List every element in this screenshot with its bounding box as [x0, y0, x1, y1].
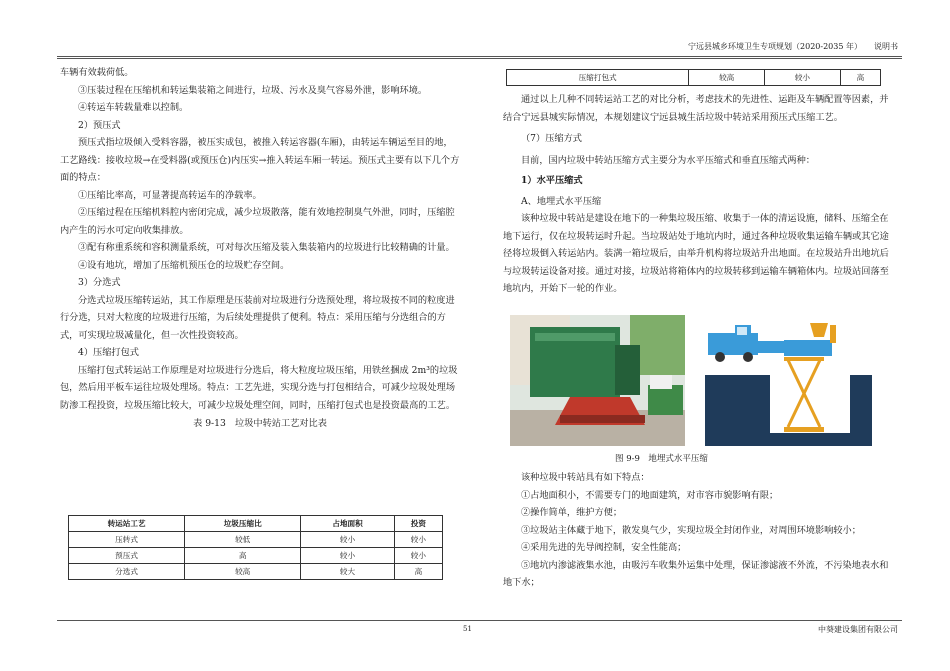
paragraph: 预压式指垃圾倾入受料容器，被压实成包，被推入转运容器(车厢)，由转运车辆运至目的地，工艺路线：接收垃圾→在受料器(或预压仓)内压实→推入转运车厢一转运。预压式主要有以下几个方面的特点： — [60, 137, 460, 183]
paragraph: 该种垃圾中转站具有如下特点： — [521, 472, 650, 483]
section-heading: 2）预压式 — [78, 119, 121, 131]
table-row — [69, 564, 443, 580]
left-column — [60, 64, 460, 433]
paragraph: 压缩打包式转运站工作原理是对垃圾进行分选后，将大粒度垃圾压缩，用铁丝捆成 2m³的垃圾包，然后用平板车运往垃圾处理场。特点：工艺先进，实现分选与打包相结合，可减少垃圾处理场防渗工程投资，垃圾压缩比较大，可减少垃圾处理空间，同时，压缩打包式也是投资最高的工艺。 — [60, 364, 458, 411]
section-heading: A、地埋式水平压缩 — [521, 195, 602, 207]
paragraph: ④设有地坑，增加了压缩机预压仓的垃圾贮存空间。 — [78, 259, 290, 271]
list-item: ①占地面积小，不需要专门的地面建筑，对市容市貌影响有限； — [521, 489, 779, 501]
comparison-table — [68, 515, 443, 580]
paragraph: 通过以上几种不同转运站工艺的对比分析，考虑技术的先进性、运距及车辆配置等因素，并结合宁远县城实际情况，本规划建议宁远县城生活垃圾中转站采用预压式压缩工艺。 — [503, 94, 889, 123]
table-row — [69, 548, 443, 564]
right-column-bottom — [503, 469, 895, 592]
paragraph: ③压装过程在压缩机和转运集装箱之间进行，垃圾、污水及臭气容易外泄，影响环境。 — [78, 84, 428, 96]
table-cell: 较小 — [301, 532, 395, 548]
header-rule — [57, 56, 902, 57]
paragraph: 车辆有效载荷低。 — [60, 67, 134, 78]
section-heading: （7）压缩方式 — [521, 133, 582, 144]
table-cell: 高 — [394, 564, 442, 580]
table-cell: 高 — [840, 70, 880, 86]
right-column-top — [503, 91, 895, 298]
table-cell: 较小 — [765, 70, 841, 86]
paragraph: 该种垃圾中转站是建设在地下的一种集垃圾压缩、收集于一体的清运设施，储料、压缩全在地下运行，仅在垃圾转运时升起。当垃圾站处于地坑内时，通过各种垃圾收集运输车辆或其它途径将垃圾倒入转运站内。装满一箱垃圾后，由举升机构将垃圾站升出地面。在垃圾站升出地坑后与垃圾转运设备对接。通过对接，垃圾站将箱体内的垃圾转移到运输车辆箱体内。垃圾站回落至地坑内，开始下一轮的作业。 — [503, 213, 889, 294]
paragraph: ②压缩过程在压缩机料腔内密闭完成，减少垃圾散落，能有效地控制臭气外泄，同时，压缩腔内产生的污水可定向收集排放。 — [60, 207, 455, 236]
table-header-cell: 垃圾压缩比 — [185, 516, 301, 532]
table-row — [69, 532, 443, 548]
list-item: ②操作简单，维护方便； — [521, 507, 623, 518]
table-cell: 分选式 — [69, 564, 185, 580]
section-heading: 4）压缩打包式 — [78, 347, 139, 358]
list-item: ③垃圾站主体藏于地下，散发臭气少，实现垃圾全封闭作业，对周围环境影响较小； — [521, 524, 861, 536]
paragraph: ③配有称重系统和容积测量系统，可对每次压缩及装入集装箱内的垃圾进行比较精确的计量。 — [78, 242, 455, 253]
table-cell: 压缩打包式 — [507, 70, 689, 86]
comparison-table-continued — [506, 69, 881, 86]
section-heading: 1）水平压缩式 — [521, 175, 583, 186]
company-name: 中葵建设集团有限公司 — [818, 625, 898, 634]
paragraph: ①压缩比率高，可显著提高转运车的净载率。 — [78, 189, 262, 201]
page-number: 51 — [463, 625, 472, 633]
paragraph: 分选式垃圾压缩转运站，其工作原理是压装前对垃圾进行分选预处理，将垃圾按不同的粒度进行分选，只对大粒度的垃圾进行压缩，为后续处理提供了便利。特点：采用压缩与分选组合的方式，可实现垃圾减量化，但一次性投资较高。 — [60, 294, 455, 341]
section-heading: 3）分选式 — [78, 277, 121, 288]
table-cell: 压转式 — [69, 532, 185, 548]
table-cell: 较低 — [185, 532, 301, 548]
table-row — [507, 70, 881, 86]
list-item: ④采用先进的先导阀控制，安全性能高； — [521, 542, 687, 553]
paragraph: ④转运车转载量难以控制。 — [78, 102, 189, 113]
figure-caption: 图 9-9 地埋式水平压缩 — [615, 454, 708, 464]
table-cell: 较小 — [394, 532, 442, 548]
footer-rule — [57, 620, 902, 621]
header-rule-2 — [57, 58, 902, 59]
table-cell: 高 — [185, 548, 301, 564]
table-header-cell: 转运站工艺 — [69, 516, 185, 532]
table-cell: 较小 — [301, 548, 395, 564]
table-cell: 较大 — [301, 564, 395, 580]
table-caption: 表 9-13 垃圾中转站工艺对比表 — [193, 418, 327, 429]
table-cell: 较高 — [185, 564, 301, 580]
page-header: 宁远县城乡环境卫生专项规划（2020-2035 年） 说明书 — [688, 42, 898, 51]
station-photo — [510, 315, 685, 446]
list-item: ⑤地坑内渗滤液集水池，由吸污车收集外运集中处理，保证渗滤液不外流，不污染地表水和地下水； — [503, 559, 889, 588]
paragraph: 目前，国内垃圾中转站压缩方式主要分为水平压缩式和垂直压缩式两种： — [521, 154, 815, 166]
table-cell: 预压式 — [69, 548, 185, 564]
table-header-cell: 占地面积 — [301, 516, 395, 532]
table-header-cell: 投资 — [394, 516, 442, 532]
lift-diagram — [700, 315, 875, 446]
table-cell: 较高 — [689, 70, 765, 86]
table-header-row — [69, 516, 443, 532]
table-cell: 较小 — [394, 548, 442, 564]
